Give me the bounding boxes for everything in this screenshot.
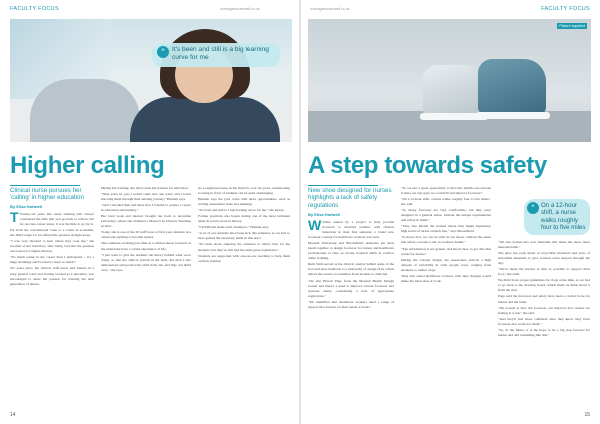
paragraph: Six years prior, the clinical staff nurse had trained in a busy general ward and, having worked as a specialist, was encouraged to share her passion for training the next generation of nurses. [10, 266, 94, 286]
paragraph: Former positions also began during one of the most turbulent times in recent years in history. [198, 214, 290, 224]
running-head-left: FACULTY FOCUS [10, 6, 59, 12]
paragraph: "We identified that healthcare workers need a range of support that focuses on their needs at work." [308, 299, 394, 309]
paragraph: "And they'll feel more confident after they know they have footwear that works for them." [498, 316, 590, 326]
paragraph-text: When tasked by a project to help provide footwear to disabled patients with clinical behaviour in their first semester, a brand new footwear concept for healthcare workers was born. [308, 220, 394, 240]
paragraph: They also asked healthcare workers what they thought would make the ideal shoe at work. [401, 273, 491, 283]
paragraph: She continues working part time as a clinical nurse; lecturers at the university have a varied experience of life. [101, 241, 191, 251]
page-number-left: 14 [10, 412, 16, 418]
paragraph: Today, she is one of the 20 staff faces of first-year students in a classroom aspiring to become nurses. [101, 230, 191, 240]
paragraph: Page said the footwear and safety have been a crucial focus for nurses and her team. [498, 294, 590, 304]
standfirst-left: Clinical nurse pursues her 'calling' in higher education [10, 187, 84, 202]
paragraph: As a registered nurse in the field for over six years, transitioning to being in front of students can be quite challenging. [198, 186, 290, 196]
paragraph: "It's much easier in my career than I anticipated – it's a huge challenge and I've had to learn so much." [10, 255, 94, 265]
photo-nurse-body [130, 97, 280, 142]
paragraph [308, 220, 394, 240]
body-column-right-3 [498, 240, 590, 408]
spine-gutter [299, 0, 301, 424]
pull-quote-left-text: It's been and still is a big learning curve for me [172, 46, 269, 61]
paragraph: "So, in the future, it is the hope to be a big step forward for nurses and add something like this." [498, 327, 590, 337]
paragraph: "I was very shocked to hear where they took me," she recalled of her interview, after being told that the position was based at Campus Review. [10, 239, 94, 254]
standfirst-right: New shoe designed for nurses highlights a lack of safety regulations [308, 187, 392, 209]
body-column-left-1 [10, 212, 94, 408]
paragraph: "So many footwear are very comfortable, but they were designed in a general sense, without the unique requirements and safety in mind." [401, 208, 491, 223]
paragraph: During her training, she discovered her passion for education. [101, 186, 189, 190]
photo-shoe-white [423, 65, 485, 117]
pull-quote-right-text: On a 12-hour shift, a nurse walks roughly four to five miles [541, 202, 586, 231]
pull-quote-left [152, 43, 280, 67]
title-rule-right [308, 185, 378, 186]
byline-right: By Elisa Hartwell [308, 212, 341, 217]
pull-quote-right [524, 199, 590, 235]
drop-cap: W [308, 220, 322, 233]
quote-mark-icon: “ [157, 46, 169, 58]
running-head-right: FACULTY FOCUS [541, 6, 590, 12]
paragraph: "They also inform the women where they might experience high levels of stress on their feet," says Bloomfield. [401, 224, 491, 234]
paragraph: "We also looked into new materials that make the shoes more manoeuvrable." [498, 240, 590, 250]
paragraph: "It shows how we can be safer in our shoes, without the sense that safety can take a toll on workers' health." [401, 235, 491, 245]
article-title-right: A step towards safety [308, 152, 547, 179]
quote-mark-icon: “ [527, 202, 539, 214]
photo-shoe-sole [476, 112, 550, 119]
photo-shoe-blue [478, 59, 546, 115]
article-title-left: Higher calling [10, 152, 165, 179]
paragraph: Ruth Sinfi served as the clinical analyst behind some of the foot and shoe feedback to a university of design firm, which allows the wearer to transition from lecturer to clinician. [308, 262, 394, 277]
body-column-right-1 [308, 220, 394, 408]
body-column-left-3 [198, 186, 290, 408]
paragraph: "We looked at how the footwear can improve how nurses are feeling at work," she said. [498, 305, 590, 315]
running-url-right: nursingandcarewell.co.uk [310, 7, 350, 11]
paragraph: "Nine years in, [as] I would come into one ward, and I loved knowing them through their nursing journey," Hannah says. [101, 192, 191, 202]
paragraph: "The information is not generic and shows how to get data that works for nurses." [401, 246, 491, 256]
paragraph: Far from the conventional route to a career in academia, she didn't expect to be offered the position straight away. [10, 228, 94, 238]
paragraph: "On Our Bloom Page from the Monash Health Design Center and there's a need to improve current footwear and increase safety considering a lack of appropriate regulations." [308, 278, 394, 298]
paragraph: "I just want to give the students the theory behind what we're doing, so that the clinical system in the skill, and then I also demonstrate and practice the skill in the lab, and they can build on it," she says. [101, 252, 191, 272]
paragraph: "COVID has made such an impact," Hannah says. [198, 225, 270, 230]
photo-patient-figure [30, 79, 140, 142]
paragraph: "It's been and still is a big learning curve for me," she shares. [198, 208, 285, 213]
paragraph-text: Twenty-six years into nurse training isn't always considered the time that you go back to school, but for one late-career nurse, it was the time to go for it. [19, 212, 94, 227]
byline-left: By Elisa Hartwell [10, 204, 43, 209]
title-rule-left [10, 185, 80, 186]
paragraph: "We've made the insoles as thin as possible to support their foot," she adds. [498, 267, 590, 277]
paragraph: "So we saw a great opportunity to dive into health care and see if there are any gaps we could fill and improve footwear." [401, 186, 491, 196]
paragraph: Monash University and Bloomfields Australia put their heads together to design footwear for nurses and healthcare professionals to take on all-day hospital shifts in comfort while walking. [308, 241, 394, 261]
body-column-left-2 [101, 186, 191, 408]
hero-photo-right [308, 19, 591, 142]
paragraph: During the concept design, the researchers noticed a high amount of variability in what people wore, ranging from sneakers to rubber clogs. [401, 257, 491, 272]
paragraph: "A lot of our students have been sick this semester, so we had to have gained the necessary skills in this area." [198, 231, 290, 241]
running-url-left: nursingandcarewell.co.uk [220, 7, 260, 11]
body-column-right-2 [401, 186, 491, 408]
paragraph: "On a 12-hour shift, a nurse walks roughly four to five miles," she said. [401, 197, 491, 207]
paragraph: "It's been about adapting the situation to what's best for the students, but they've still had the same great experience." [198, 242, 290, 252]
paragraph [10, 212, 94, 227]
paragraph: We didn't have proper guidelines for clogs at the time, so we had to go back to the drawing board, which made us think about it from the start. [498, 278, 590, 293]
page-number-right: 15 [584, 412, 590, 418]
paragraph: Her hard work and interest brought her back to Avondale University, where she obtained a Master's in Clinical Teaching in 2021. [101, 214, 191, 229]
hero-photo-left [10, 19, 292, 142]
paragraph: Hannah says the jobs come with more opportunities, such as writing assessment tasks and marking. [198, 197, 290, 207]
paragraph: "And I decided then and there that I wanted to pursue a career in education and nursing." [101, 203, 191, 213]
drop-cap: T [10, 212, 19, 225]
photo-credit: Picture supplied [559, 24, 585, 28]
paragraph: Students are supported with one-on-one teaching to help them on their journey. [198, 253, 290, 263]
paragraph: The shoe has pads made of recyclable materials and parts of incredible materials to give workers extra support through the day. [498, 251, 590, 266]
